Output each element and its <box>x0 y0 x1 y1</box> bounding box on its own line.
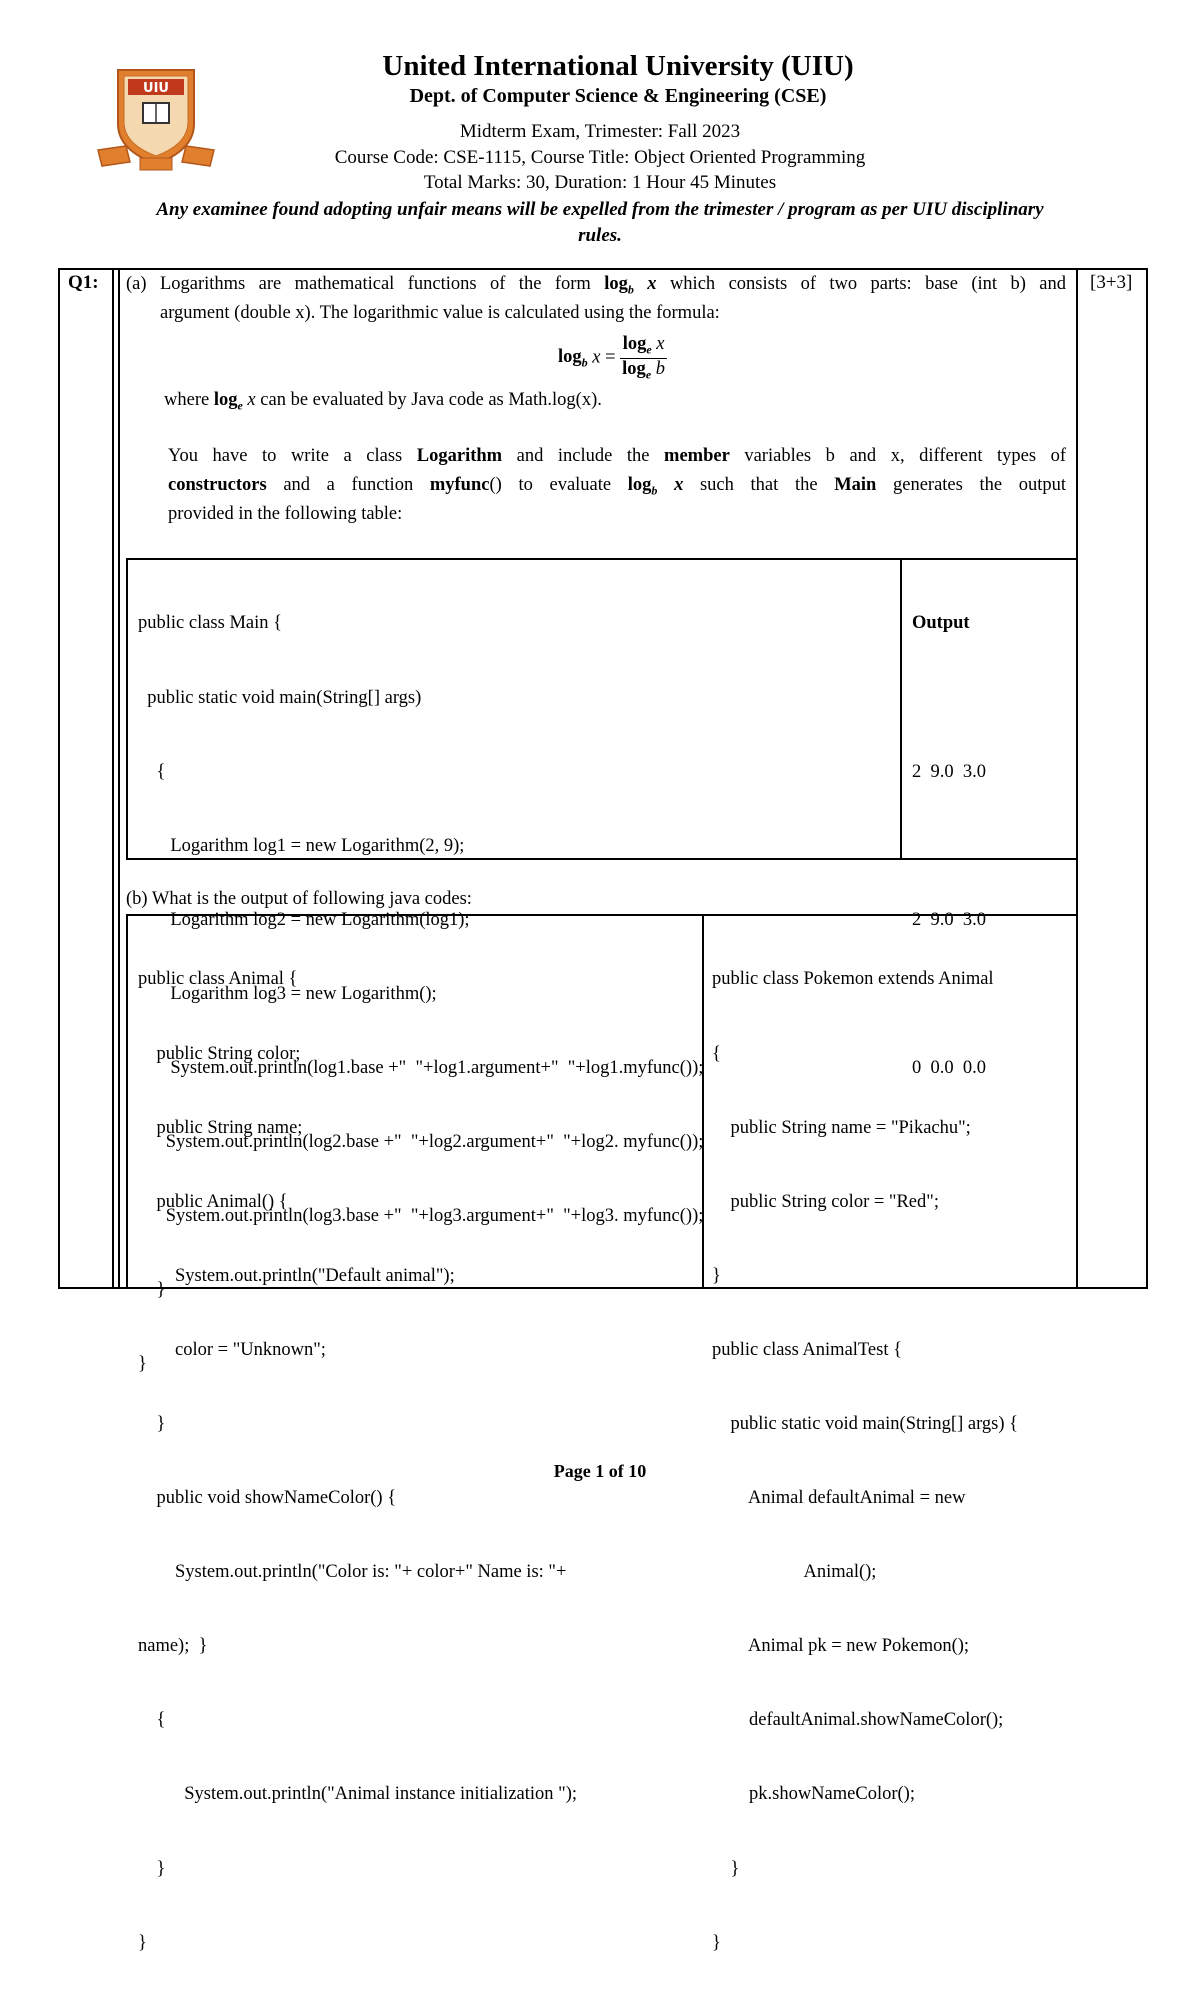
code-line: System.out.println(log3.base +" "+log3.argument+" "+log3. myfunc()); <box>138 1206 704 1227</box>
page-number: Page 1 of 10 <box>553 1461 647 1481</box>
warning-line-1: Any examinee found adopting unfair means will be expelled from the trimester / program as per UIU disciplinary <box>156 199 1044 220</box>
part-a-task-line-2: constructors and a function myfunc() to evaluate $\log_b x$ such that the Main generates the output <box>168 475 1067 498</box>
part-b-prompt: (b) What is the output of following java codes: <box>126 889 472 909</box>
code-line: defaultAnimal.showNameColor(); <box>712 1710 1004 1731</box>
question-label: Q1: <box>68 272 99 293</box>
part-a-where-line: where $\log_e x$ can be evaluated by Java code as Math.log(x). <box>164 390 602 413</box>
code-line: } <box>138 1354 147 1375</box>
output-line: 2 9.0 3.0 <box>912 761 986 782</box>
code-line: public static void main(String[] args) { <box>712 1413 1019 1434</box>
code-line: public void showNameColor() { <box>138 1488 397 1509</box>
math-log-b-x: $\log_b x$ <box>604 274 657 297</box>
code-line: public class Main { <box>138 613 283 634</box>
code-line: { <box>138 761 166 782</box>
formula-fraction: $\frac{\log_e x}{\log_e b}$ <box>622 334 666 382</box>
code-line: public String name = "Pikachu"; <box>712 1117 971 1138</box>
code-line: Logarithm log3 = new Logarithm(); <box>138 983 437 1004</box>
code-line: } <box>712 1858 740 1879</box>
log-formula: $\log_b x$ = $\frac{\log_e x}{\log_e b}$ <box>558 334 666 382</box>
code-line: System.out.println("Default animal"); <box>138 1265 455 1286</box>
question-marks: [3+3] <box>1090 272 1133 293</box>
department-name: Dept. of Computer Science & Engineering (CSE) <box>409 85 827 107</box>
part-a-task-line-3: provided in the following table: <box>168 504 403 524</box>
exam-info: Midterm Exam, Trimester: Fall 2023 <box>459 121 741 142</box>
code-line: } <box>138 1413 166 1434</box>
code-line: } <box>138 1932 147 1953</box>
code-line: Logarithm log2 = new Logarithm(log1); <box>138 909 470 930</box>
logo-lettering: UIU <box>143 81 169 96</box>
part-a-intro-line-2: argument (double x). The logarithmic value is calculated using the formula: <box>160 303 720 323</box>
code-line: } <box>712 1265 721 1286</box>
code-output-divider <box>900 560 902 858</box>
output-header: Output <box>912 613 970 634</box>
code-line: public String name; <box>138 1117 303 1138</box>
course-info: Course Code: CSE-1115, Course Title: Object Oriented Programming <box>334 147 866 168</box>
code-line: } <box>138 1858 166 1879</box>
code-line: Animal pk = new Pokemon(); <box>712 1636 970 1657</box>
output-line: 0 0.0 0.0 <box>912 1057 986 1078</box>
part-a-intro-line-1: (a) Logarithms are mathematical functions of the form $\log_b x$ which consists of two parts: base (int b) and <box>126 274 1067 297</box>
warning-line-2: rules. <box>578 225 622 246</box>
code-line: public class Animal { <box>138 969 298 990</box>
code-line: name); } <box>138 1636 208 1657</box>
code-line: { <box>712 1043 721 1064</box>
code-line: pk.showNameColor(); <box>712 1784 915 1805</box>
code-line: System.out.println("Animal instance initialization "); <box>138 1784 577 1805</box>
code-line: } <box>138 1280 166 1301</box>
code-line: public Animal() { <box>138 1191 288 1212</box>
marks-duration: Total Marks: 30, Duration: 1 Hour 45 Minutes <box>423 172 777 193</box>
code-line: public class Pokemon extends Animal <box>712 969 994 990</box>
code-column-divider <box>702 916 704 1287</box>
code-line: public String color = "Red"; <box>712 1191 939 1212</box>
code-line: public class AnimalTest { <box>712 1339 902 1360</box>
code-line: public String color; <box>138 1043 301 1064</box>
code-line: System.out.println(log2.base +" "+log2.argument+" "+log2. myfunc()); <box>138 1132 704 1153</box>
code-line: } <box>712 1932 721 1953</box>
exam-warning <box>80 197 1120 249</box>
code-line: public static void main(String[] args) <box>138 687 422 708</box>
code-line: color = "Unknown"; <box>138 1339 326 1360</box>
code-line: System.out.println(log1.base +" "+log1.argument+" "+log1.myfunc()); <box>138 1057 704 1078</box>
code-line: Logarithm log1 = new Logarithm(2, 9); <box>138 835 465 856</box>
university-title: United International University (UIU) <box>382 50 854 82</box>
code-line: Animal defaultAnimal = new <box>712 1488 966 1509</box>
code-line: Animal(); <box>712 1562 877 1583</box>
university-logo <box>96 66 216 176</box>
code-line: { <box>138 1710 166 1731</box>
part-a-task-line-1: You have to write a class Logarithm and include the member variables b and x, different types of <box>168 446 1067 466</box>
output-line: 2 9.0 3.0 <box>912 909 986 930</box>
column-divider <box>112 270 114 1287</box>
column-divider <box>118 270 120 1287</box>
code-line: System.out.println("Color is: "+ color+" Name is: "+ <box>138 1562 567 1583</box>
